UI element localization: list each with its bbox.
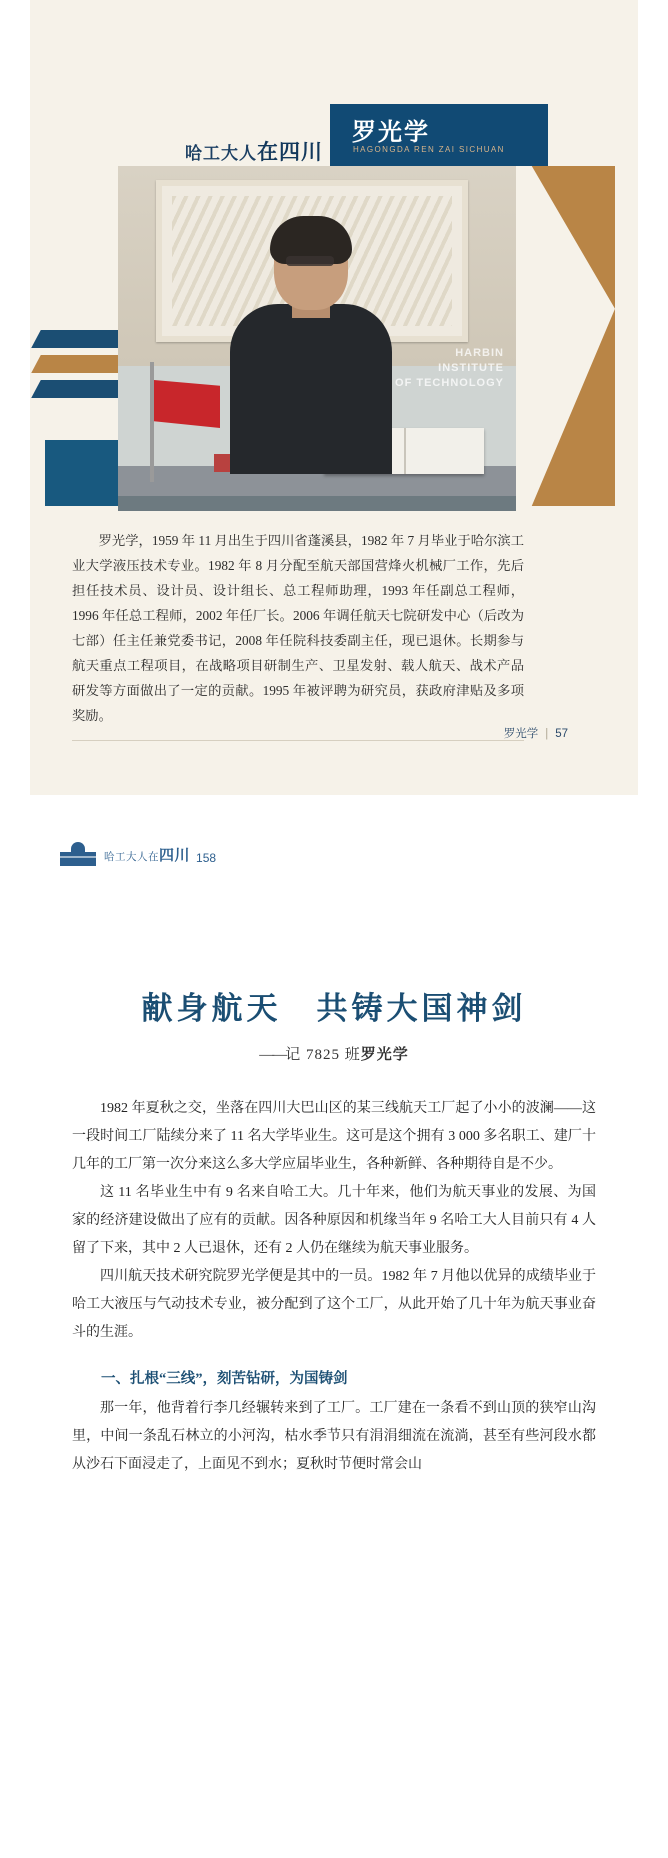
- running-head-page-number: 158: [196, 851, 217, 865]
- kicker-pinyin: HAGONGDA REN ZAI SICHUAN: [353, 145, 505, 154]
- footer-name: 罗光学: [503, 728, 539, 740]
- name-banner: [330, 104, 548, 166]
- article-title: 献身航天 共铸大国神剑: [141, 991, 527, 1026]
- portrait-photo: [118, 166, 516, 511]
- photo-watermark: HARBIN INSTITUTE OF TECHNOLOGY: [395, 347, 504, 389]
- article-body: [72, 1095, 596, 1479]
- page-footer: [504, 725, 568, 741]
- section-heading: 一、扎根“三线”，刻苦钻研，为国铸剑: [101, 1371, 348, 1387]
- biography-text: 罗光学，1959 年 11 月出生于四川省蓬溪县，1982 年 7 月毕业于哈尔滨工业大学液压技术专业。1982 年 8 月分配至航天部国营烽火机械厂工作，先后担任技术员、设计员、设计组长、总工程师助理，1993 年任副总工程师，1996 年任总工程师，2002 年任厂长。2006 年调任航天七院研发中心（后改为七部）任主任兼党委书记，2008 年任院科技委副主任，现已退休。长期参与航天重点工程项目，在战略项目研制生产、卫星发射、载人航天、战术产品研发等方面做出了一定的贡献。1995 年被评聘为研究员，获政府津贴及多项奖励。: [72, 528, 524, 741]
- paragraph: 这 11 名毕业生中有 9 名来自哈工大。几十年来，他们为航天事业的发展、为国家的经济建设做出了应有的贡献。因各种原因和机缘当年 9 名哈工大人目前只有 4 人留了下来，其中 2 人已退休，还有 2 人仍在继续为航天事业服务。: [72, 1185, 596, 1256]
- paragraph: 四川航天技术研究院罗光学便是其中的一员。1982 年 7 月他以优异的成绩毕业于哈工大液压与气动技术专业，被分配到了这个工厂，从此开始了几十年为航天事业奋斗的生涯。: [72, 1269, 596, 1340]
- kicker-small: 哈工大人: [185, 144, 257, 163]
- running-head: [58, 842, 216, 868]
- building-icon: [58, 842, 98, 868]
- page-kicker: [185, 136, 323, 166]
- running-head-label: [104, 844, 190, 868]
- footer-divider: |: [545, 728, 549, 740]
- person-figure: [236, 222, 386, 472]
- kicker-big: 在四川: [257, 140, 323, 164]
- paragraph: 那一年，他背着行李几经辗转来到了工厂。工厂建在一条看不到山顶的狭窄山沟里，中间一条乱石林立的小河沟，枯水季节只有涓涓细流在流淌，甚至有些河段水都从沙石下面浸走了，上面见不到水；夏秋时节便时常会山: [72, 1401, 596, 1472]
- desk-flag: [154, 380, 220, 428]
- running-head-text: 哈工大人在: [104, 852, 159, 863]
- subtitle-name: 罗光学: [360, 1047, 409, 1063]
- paragraph: 1982 年夏秋之交，坐落在四川大巴山区的某三线航天工厂起了小小的波澜——这一段时间工厂陆续分来了 11 名大学毕业生。这可是这个拥有 3 000 多名职工、建厂十几年的工厂第一次分来这么多大学应届毕业生，各种新鲜、各种期待自是不少。: [72, 1101, 596, 1172]
- running-head-cal: 四川: [159, 848, 191, 864]
- footer-page-number: 57: [555, 728, 568, 740]
- article-subtitle: [0, 1043, 668, 1064]
- person-name: 罗光学: [352, 119, 430, 146]
- magazine-page-158: [0, 795, 668, 1858]
- subtitle-text: 记 7825 班: [285, 1047, 361, 1063]
- subtitle-dash: ——: [259, 1047, 286, 1063]
- magazine-page-57: [0, 0, 668, 795]
